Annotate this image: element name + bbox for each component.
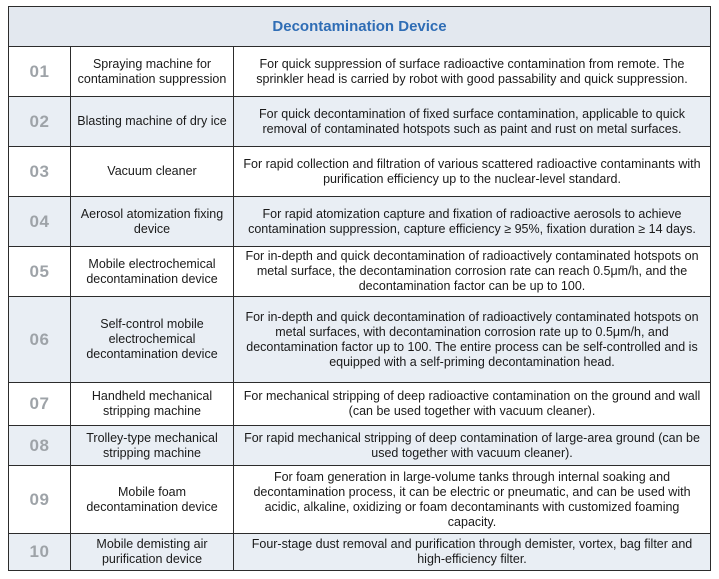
- device-name: Self-control mobile electrochemical decontamination device: [71, 297, 234, 383]
- table-row: [9, 47, 711, 97]
- table-row: [9, 247, 711, 297]
- decontamination-device-table: [8, 6, 711, 571]
- table-row: [9, 297, 711, 383]
- row-number: 07: [9, 383, 71, 426]
- row-number: 09: [9, 466, 71, 534]
- row-number: 03: [9, 147, 71, 197]
- device-description: For quick decontamination of fixed surface contamination, applicable to quick removal of contaminated hotspots such as paint and rust on metal surfaces.: [234, 97, 711, 147]
- row-number: 02: [9, 97, 71, 147]
- device-description: Four-stage dust removal and purification through demister, vortex, bag filter and high-efficiency filter.: [234, 534, 711, 571]
- table-title-row: [9, 7, 711, 47]
- table-row: [9, 466, 711, 534]
- device-name: Mobile electrochemical decontamination device: [71, 247, 234, 297]
- device-description: For in-depth and quick decontamination of radioactively contaminated hotspots on metal surface, the decontamination corrosion rate can reach 0.5μm/h, and the decontamination factor can be up to 100.: [234, 247, 711, 297]
- row-number: 01: [9, 47, 71, 97]
- table-row: [9, 534, 711, 571]
- device-name: Aerosol atomization fixing device: [71, 197, 234, 247]
- device-description: For mechanical stripping of deep radioactive contamination on the ground and wall (can be used together with vacuum cleaner).: [234, 383, 711, 426]
- device-name: Spraying machine for contamination suppression: [71, 47, 234, 97]
- table-row: [9, 97, 711, 147]
- device-name: Mobile demisting air purification device: [71, 534, 234, 571]
- device-name: Handheld mechanical stripping machine: [71, 383, 234, 426]
- row-number: 05: [9, 247, 71, 297]
- table-row: [9, 426, 711, 466]
- device-description: For rapid mechanical stripping of deep contamination of large-area ground (can be used together with vacuum cleaner).: [234, 426, 711, 466]
- device-description: For rapid collection and filtration of various scattered radioactive contaminants with purification efficiency up to the nuclear-level standard.: [234, 147, 711, 197]
- device-description: For foam generation in large-volume tanks through internal soaking and decontamination process, it can be electric or pneumatic, and can be used with acidic, alkaline, oxidizing or foam decontaminants with customized foaming capacity.: [234, 466, 711, 534]
- table-row: [9, 383, 711, 426]
- device-name: Trolley-type mechanical stripping machine: [71, 426, 234, 466]
- table-row: [9, 197, 711, 247]
- device-description: For in-depth and quick decontamination of radioactively contaminated hotspots on metal surfaces, with decontamination corrosion rate up to 0.5μm/h, and decontamination factor up to 100. The entire process can be self-controlled and is equipped with a self-priming decontamination head.: [234, 297, 711, 383]
- device-name: Mobile foam decontamination device: [71, 466, 234, 534]
- row-number: 04: [9, 197, 71, 247]
- device-name: Vacuum cleaner: [71, 147, 234, 197]
- row-number: 08: [9, 426, 71, 466]
- table-row: [9, 147, 711, 197]
- row-number: 06: [9, 297, 71, 383]
- table-title: Decontamination Device: [9, 7, 711, 47]
- device-name: Blasting machine of dry ice: [71, 97, 234, 147]
- decontamination-device-table-container: [8, 6, 711, 571]
- device-description: For rapid atomization capture and fixation of radioactive aerosols to achieve contamination suppression, capture efficiency ≥ 95%, fixation duration ≥ 14 days.: [234, 197, 711, 247]
- device-description: For quick suppression of surface radioactive contamination from remote. The sprinkler head is carried by robot with good passability and quick suppression.: [234, 47, 711, 97]
- row-number: 10: [9, 534, 71, 571]
